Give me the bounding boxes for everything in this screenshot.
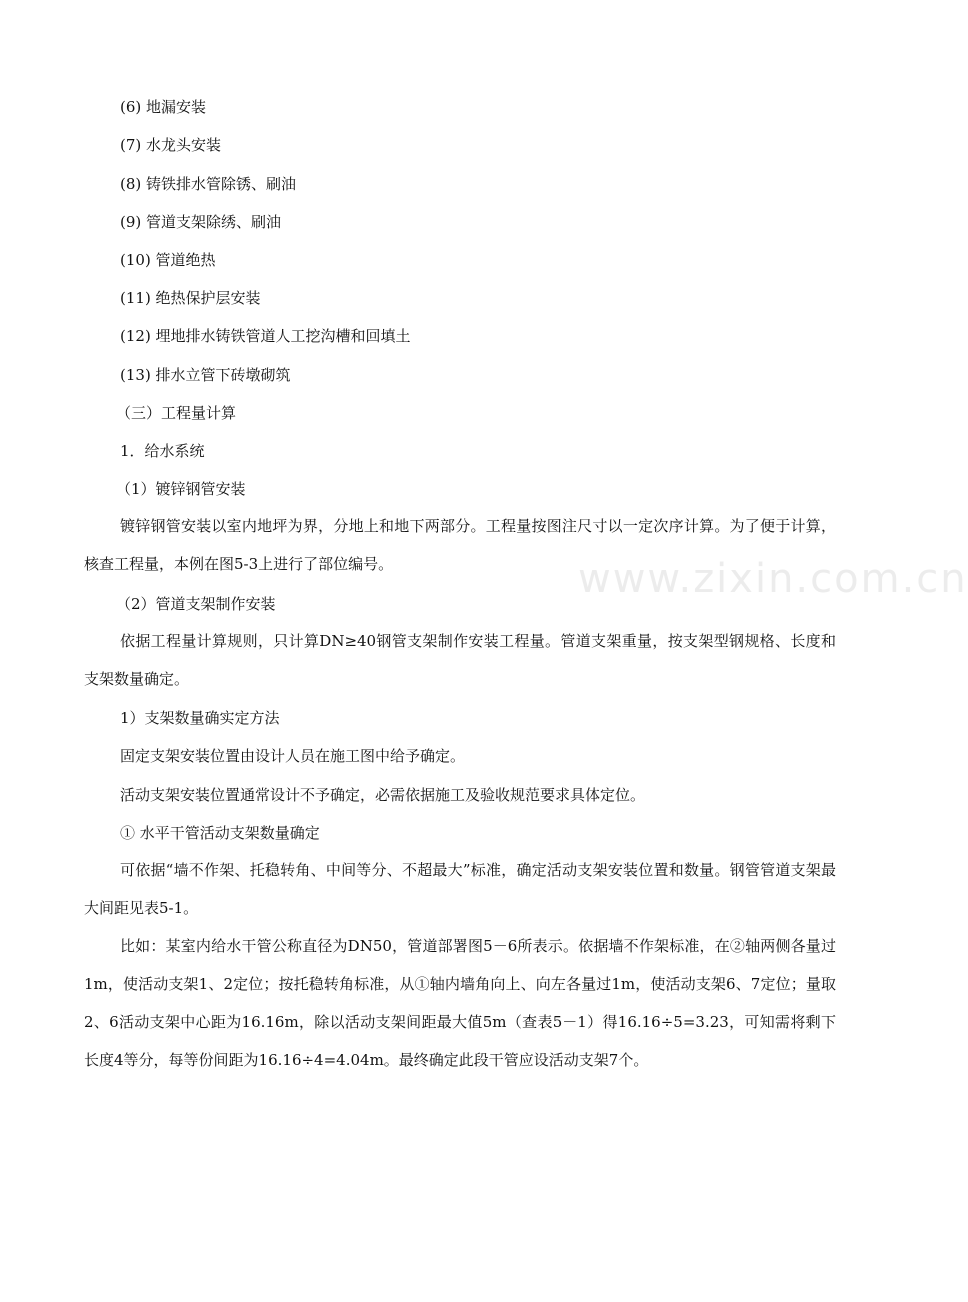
item-1-paragraph: 镀锌钢管安装以室内地坪为界，分地上和地下两部分。工程量按图注尺寸以一定次序计算。为了便于计算，核查工程量，本例在图5-3上进行了部位编号。 <box>84 517 836 573</box>
list-item-9: (9) 管道支架除绣、刷油 <box>120 213 282 231</box>
subsection-heading: 1．给水系统 <box>120 442 205 460</box>
list-item-7: (7) 水龙头安装 <box>120 136 222 154</box>
step-1-heading: 1）支架数量确实定方法 <box>120 709 280 727</box>
list-item-8: (8) 铸铁排水管除锈、刷油 <box>120 175 297 193</box>
list-item-12: (12) 埋地排水铸铁管道人工挖沟槽和回填土 <box>120 327 411 345</box>
standard-paragraph: 可依据“墙不作架、托稳转角、中间等分、不超最大”标准，确定活动支架安装位置和数量。钢管管道支架最大间距见表5-1。 <box>84 861 836 917</box>
list-item-13: (13) 排水立管下砖墩砌筑 <box>120 366 291 384</box>
horizontal-support-heading: ① 水平干管活动支架数量确定 <box>120 824 320 842</box>
movable-support-line: 活动支架安装位置通常设计不予确定，必需依据施工及验收规范要求具体定位。 <box>120 786 646 804</box>
list-item-6: (6) 地漏安装 <box>120 98 207 116</box>
example-paragraph: 比如：某室内给水干管公称直径为DN50，管道部署图5－6所表示。依据墙不作架标准，在②轴两侧各量过1m，使活动支架1、2定位；按托稳转角标准，从①轴内墙角向上、向左各量过1m，使活动支架6、7定位；量取2、6活动支架中心距为16.16m，除以活动支架间距最大值5m（查表5－1）得16.16÷5=3.23，可知需将剩下长度4等分，每等份间距为16.16÷4=4.04m。最终确定此段干管应设活动支架7个。 <box>84 937 836 1069</box>
item-1-heading: （1）镀锌钢管安装 <box>116 480 246 498</box>
section-title: （三）工程量计算 <box>116 404 237 422</box>
item-2-paragraph: 依据工程量计算规则，只计算DN≥40钢管支架制作安装工程量。管道支架重量，按支架型钢规格、长度和支架数量确定。 <box>84 632 836 688</box>
list-item-10: (10) 管道绝热 <box>120 251 216 269</box>
fixed-support-line: 固定支架安装位置由设计人员在施工图中给予确定。 <box>120 747 466 765</box>
item-2-heading: （2）管道支架制作安装 <box>116 595 276 613</box>
watermark: www.zixin.com.cn <box>578 556 968 602</box>
list-item-11: (11) 绝热保护层安装 <box>120 289 261 307</box>
